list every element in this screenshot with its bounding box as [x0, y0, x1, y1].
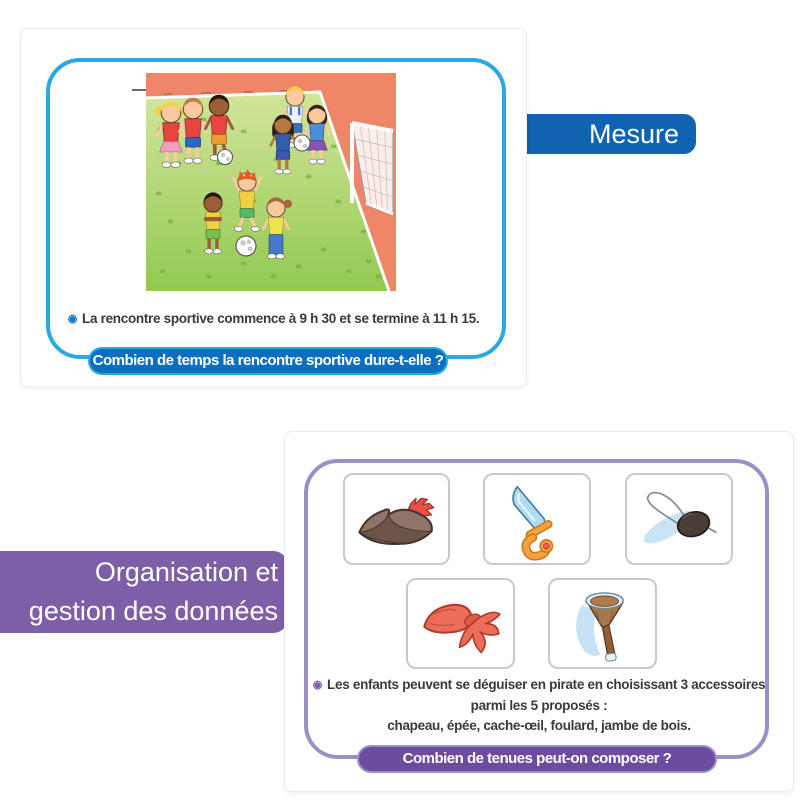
- exercise-statement: [285, 675, 793, 737]
- statement-line2: parmi les 5 proposés :: [470, 697, 608, 713]
- accessory-box-foulard: [406, 578, 515, 669]
- category-label-line1: Organisation et: [94, 557, 278, 587]
- bandana-icon: [408, 580, 513, 667]
- statement-line3: chapeau, épée, cache-œil, foulard, jambe de bois.: [387, 718, 691, 733]
- wooden-leg-icon: [550, 580, 655, 667]
- statement-line1: [285, 675, 793, 696]
- question-pill-mesure: Combien de temps la rencontre sportive dure-t-elle ?: [88, 347, 448, 375]
- accessory-box-cache-oeil: [625, 473, 733, 565]
- soccer-field-illustration: [146, 73, 396, 291]
- bullet-icon: ◉: [312, 679, 323, 691]
- category-label-organisation: [0, 551, 288, 633]
- statement-text: Les enfants peuvent se déguiser en pirate en choisissant 3 accessoires: [327, 677, 766, 692]
- accessory-box-jambe-de-bois: [548, 578, 657, 669]
- card-mesure: [20, 28, 527, 387]
- exercise-statement: [21, 312, 526, 326]
- soccer-ball: [236, 236, 256, 256]
- category-label-line2: gestion des données: [28, 596, 278, 626]
- pirate-hat-icon: [345, 475, 448, 563]
- question-pill-organisation: Combien de tenues peut-on composer ?: [357, 745, 717, 773]
- statement-text: La rencontre sportive commence à 9 h 30 et se termine à 11 h 15.: [82, 311, 480, 326]
- eye-patch-icon: [627, 475, 731, 563]
- soccer-ball: [294, 135, 310, 151]
- stray-pencil-line: [132, 89, 147, 91]
- category-label-mesure: Mesure: [460, 114, 696, 154]
- bullet-icon: ◉: [67, 313, 78, 325]
- soccer-ball: [218, 150, 233, 165]
- sword-icon: [485, 475, 589, 563]
- card-organisation: [284, 431, 794, 792]
- accessory-box-chapeau: [343, 473, 450, 565]
- accessory-box-epee: [483, 473, 591, 565]
